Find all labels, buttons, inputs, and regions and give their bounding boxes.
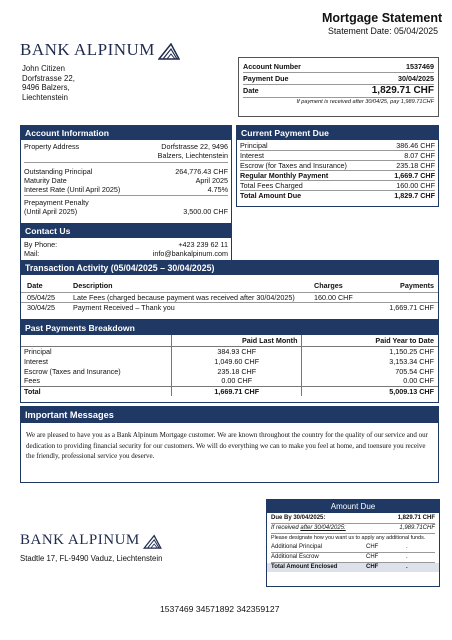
customer-country: Liechtenstein xyxy=(22,92,68,102)
amount-due-value: 1,829.71 CHF xyxy=(371,85,434,96)
coupon-row-label: Additional Principal xyxy=(271,544,323,550)
tx-charges xyxy=(314,302,374,312)
late-payment-note: If payment is received after 30/04/25, pay 1,989.71CHF xyxy=(243,97,434,105)
amount-due-coupon xyxy=(266,499,440,587)
outstanding-principal-label: Outstanding Principal xyxy=(24,167,93,176)
customer-city: 9496 Balzers, xyxy=(22,83,70,92)
cp-total-label: Total Amount Due xyxy=(240,191,302,200)
table-row xyxy=(21,386,438,396)
amount-due-label: Date xyxy=(243,86,259,95)
interest-rate-value: 4.75% xyxy=(207,185,228,194)
cp-escrow-value: 235.18 CHF xyxy=(396,161,435,170)
coupon-row-currency: CHF xyxy=(366,554,379,560)
th-paid-last-month: Paid Last Month xyxy=(172,335,302,346)
coupon-late-value: 1,989.71CHF xyxy=(399,525,435,531)
bank-logo-footer xyxy=(20,532,162,549)
coupon-row-label: Additional Escrow xyxy=(271,554,319,560)
coupon-row-input[interactable]: . xyxy=(406,554,408,560)
current-payment-title: Current Payment Due xyxy=(237,126,438,140)
phone-value[interactable]: +423 239 62 11 xyxy=(178,240,228,249)
cp-escrow-label: Escrow (for Taxes and Insurance) xyxy=(240,161,347,170)
account-information-panel xyxy=(20,125,232,225)
past-payments-title: Past Payments Breakdown xyxy=(21,321,438,335)
cp-principal-label: Principal xyxy=(240,141,268,150)
coupon-row-input[interactable]: . xyxy=(406,544,408,550)
coupon-title: Amount Due xyxy=(267,500,439,513)
prepayment-penalty-value: 3,500.00 CHF xyxy=(183,207,228,216)
pp-last: 235.18 CHF xyxy=(172,366,302,376)
th-charges: Charges xyxy=(314,281,343,291)
transaction-header-row xyxy=(21,280,438,292)
pp-label: Fees xyxy=(21,376,172,386)
cp-fees-value: 160.00 CHF xyxy=(396,181,435,190)
coupon-due-value: 1,829.71 CHF xyxy=(397,515,435,521)
coupon-row-currency: CHF xyxy=(366,544,379,550)
contact-title: Contact Us xyxy=(21,224,231,238)
customer-name: John Citizen xyxy=(22,64,65,73)
tx-payments: 1,669.71 CHF xyxy=(389,302,434,312)
tx-payments xyxy=(374,292,438,302)
pp-ytd: 1,150.25 CHF xyxy=(389,346,434,356)
pp-ytd: 705.54 CHF xyxy=(395,366,434,376)
mountain-logo-icon xyxy=(158,42,180,60)
account-number-label: Account Number xyxy=(243,62,301,71)
account-number-value: 1537469 xyxy=(406,62,434,71)
transaction-activity-panel xyxy=(20,260,439,320)
contact-panel xyxy=(20,223,232,261)
customer-street: Dorfstrasse 22, xyxy=(22,73,75,83)
interest-rate-label: Interest Rate (Until April 2025) xyxy=(24,185,121,194)
tx-date: 05/04/25 xyxy=(27,292,55,302)
coupon-row-principal xyxy=(271,543,435,553)
table-row xyxy=(21,356,438,366)
bank-name-footer: BANK ALPINUM xyxy=(20,532,140,548)
cp-total-value: 1,829.7 CHF xyxy=(394,191,435,200)
coupon-row-currency: CHF xyxy=(366,564,379,570)
statement-title: Mortgage Statement xyxy=(322,11,443,25)
prepayment-penalty-until: (Until April 2025) xyxy=(24,207,78,216)
cp-regular-label: Regular Monthly Payment xyxy=(240,171,329,180)
mail-label: Mail: xyxy=(24,249,40,258)
coupon-late-date: after 30/04/2025: xyxy=(300,525,346,531)
transaction-activity-title: Transaction Activity (05/04/2025 – 30/04/2025) xyxy=(21,261,438,275)
footer-code-line: 1537469 34571892 342359127 xyxy=(160,604,280,614)
property-address-line1: Dorfstrasse 22, 9496 xyxy=(161,142,228,151)
bank-logo xyxy=(20,40,180,60)
pp-label: Escrow (Taxes and Insurance) xyxy=(21,366,172,376)
past-payments-panel xyxy=(20,320,439,403)
th-description: Description xyxy=(73,281,113,291)
transaction-table xyxy=(21,280,438,312)
pp-total-label: Total xyxy=(21,386,172,396)
pp-last: 384.93 CHF xyxy=(172,346,302,356)
tx-description: Payment Received – Thank you xyxy=(73,302,175,312)
prepayment-penalty-label: Prepayment Penalty xyxy=(24,198,89,207)
table-row xyxy=(21,376,438,386)
coupon-due-label: Due By 30/04/2025: xyxy=(271,515,326,521)
payment-due-label: Payment Due xyxy=(243,74,289,83)
bank-name: BANK ALPINUM xyxy=(20,40,155,59)
mail-value[interactable]: info@bankalpinum.com xyxy=(152,249,228,258)
cp-interest-label: Interest xyxy=(240,151,264,160)
table-row xyxy=(21,292,438,302)
past-payments-header-row xyxy=(21,335,438,346)
property-address-label: Property Address xyxy=(24,142,80,151)
pp-ytd: 0.00 CHF xyxy=(403,376,434,386)
cp-interest-value: 8.07 CHF xyxy=(404,151,435,160)
cp-fees-label: Total Fees Charged xyxy=(240,181,303,190)
bank-address: Stadtle 17, FL-9490 Vaduz, Liechtenstein xyxy=(20,554,163,563)
tx-charges: 160.00 CHF xyxy=(314,292,353,302)
pp-label: Interest xyxy=(21,356,172,366)
pp-total-last: 1,669.71 CHF xyxy=(172,386,302,396)
table-row xyxy=(21,346,438,356)
cp-regular-value: 1,669.7 CHF xyxy=(394,171,435,180)
cp-principal-value: 386.46 CHF xyxy=(396,141,435,150)
summary-box xyxy=(238,57,439,117)
important-messages-body: We are pleased to have you as a Bank Alpinum Mortgage customer. We are known throughout the country for the quality of our service and our dedication to providing financial security for our customers. We will do everything we can to make you feel at home, and toensure you receive the friendly, professional service you deserve. xyxy=(26,431,428,460)
coupon-row-label: Total Amount Enclosed xyxy=(271,564,338,570)
maturity-date-value: April 2025 xyxy=(195,176,228,185)
important-messages-title: Important Messages xyxy=(21,407,438,423)
th-paid-year-to-date: Paid Year to Date xyxy=(375,335,434,345)
pp-label: Principal xyxy=(21,346,172,356)
table-row xyxy=(21,302,438,312)
statement-date: Statement Date: 05/04/2025 xyxy=(328,26,439,36)
th-date: Date xyxy=(27,281,43,291)
coupon-late-prefix: If received xyxy=(271,525,301,531)
pp-ytd: 3,153.34 CHF xyxy=(389,356,434,366)
coupon-row-escrow xyxy=(271,553,435,563)
payment-due-value: 30/04/2025 xyxy=(398,74,434,83)
coupon-row-total xyxy=(267,563,439,572)
table-row xyxy=(21,366,438,376)
important-messages-panel xyxy=(20,406,439,483)
pp-total-ytd: 5,009.13 CHF xyxy=(389,386,434,396)
tx-description: Late Fees (charged because payment was received after 30/04/2025) xyxy=(73,292,295,302)
customer-address xyxy=(22,64,75,102)
coupon-instruction: Please designate how you want us to apply any additional funds. xyxy=(271,535,426,541)
phone-label: By Phone: xyxy=(24,240,58,249)
pp-last: 1,049.60 CHF xyxy=(172,356,302,366)
past-payments-table xyxy=(21,335,438,396)
current-payment-panel xyxy=(236,125,439,207)
property-address-line2: Balzers, Liechtenstein xyxy=(157,151,228,160)
pp-last: 0.00 CHF xyxy=(172,376,302,386)
maturity-date-label: Maturity Date xyxy=(24,176,67,185)
account-information-title: Account Information xyxy=(21,126,231,140)
coupon-row-input[interactable]: . xyxy=(406,564,408,570)
outstanding-principal-value: 264,776.43 CHF xyxy=(175,167,228,176)
tx-date: 30/04/25 xyxy=(27,302,55,312)
mountain-logo-icon xyxy=(143,534,162,549)
th-payments: Payments xyxy=(400,281,434,291)
